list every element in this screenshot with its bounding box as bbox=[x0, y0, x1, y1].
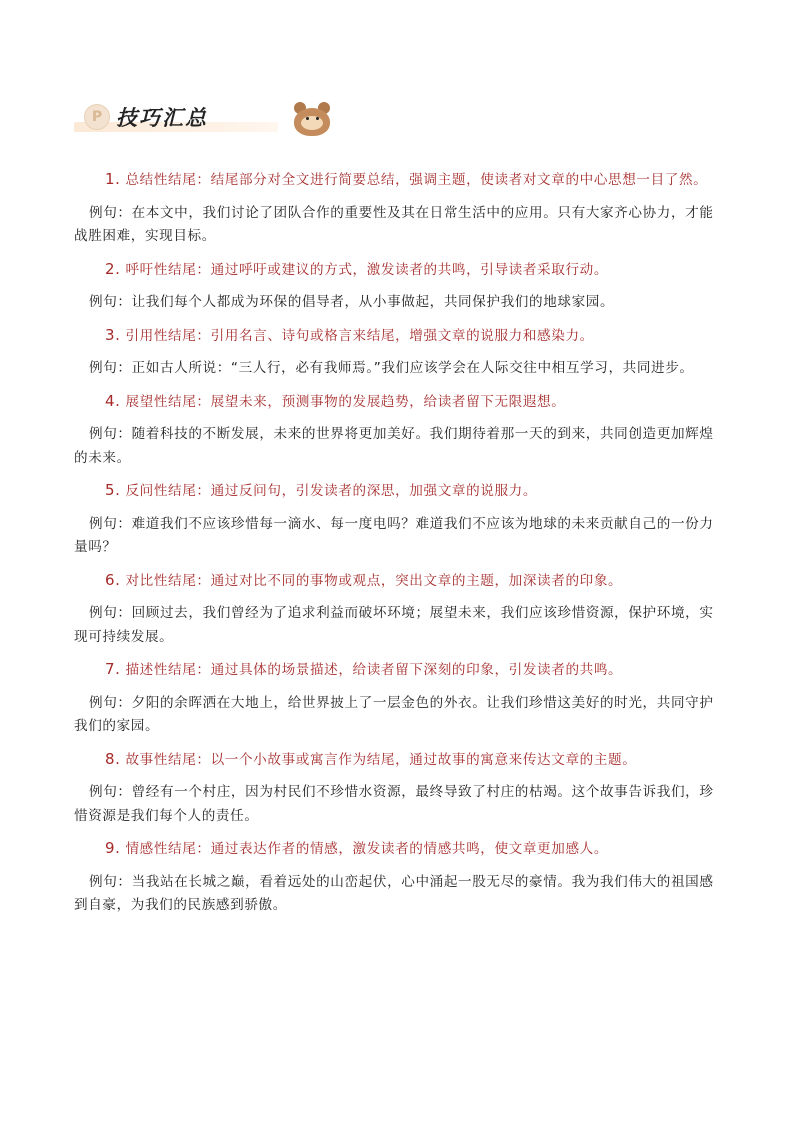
tip-heading-text: 描述性结尾：通过具体的场景描述，给读者留下深刻的印象，引发读者的共鸣。 bbox=[125, 662, 623, 678]
tip-heading bbox=[74, 569, 724, 594]
tip-example: 例句：曾经有一个村庄，因为村民们不珍惜水资源，最终导致了村庄的枯竭。这个故事告诉我们，珍惜资源是我们每个人的责任。 bbox=[74, 784, 714, 824]
bear-mascot-icon bbox=[292, 102, 332, 136]
tips-list bbox=[74, 168, 724, 918]
tip-heading-text: 总结性结尾：结尾部分对全文进行简要总结，强调主题，使读者对文章的中心思想一目了然。 bbox=[125, 172, 708, 188]
tip-number: 1. bbox=[105, 170, 121, 188]
tip-example: 例句：当我站在长城之巅，看着远处的山峦起伏，心中涌起一股无尽的豪情。我为我们伟大的祖国感到自豪，为我们的民族感到骄傲。 bbox=[74, 873, 714, 913]
tip-heading bbox=[74, 258, 724, 283]
tip-number: 2. bbox=[105, 259, 121, 278]
tip-heading-text: 故事性结尾：以一个小故事或寓言作为结尾，通过故事的寓意来传达文章的主题。 bbox=[125, 751, 637, 768]
tip-example: 例句：回顾过去，我们曾经为了追求利益而破坏环境；展望未来，我们应该珍惜资源，保护环境，实现可持续发展。 bbox=[74, 605, 714, 645]
tip-heading-text: 引用性结尾：引用名言、诗句或格言来结尾，增强文章的说服力和感染力。 bbox=[125, 327, 594, 344]
tip-example: 例句：难道我们不应该珍惜每一滴水、每一度电吗？难道我们不应该为地球的未来贡献自己的一份力量吗？ bbox=[74, 515, 714, 555]
tip-number: 4. bbox=[105, 391, 121, 410]
tip-heading-text: 情感性结尾：通过表达作者的情感，激发读者的情感共鸣，使文章更加感人。 bbox=[125, 841, 609, 857]
tip-heading bbox=[74, 390, 724, 415]
tip-number: 8. bbox=[105, 749, 121, 768]
tip-example: 例句：随着科技的不断发展，未来的世界将更加美好。我们期待着那一天的到来，共同创造更加辉煌的未来。 bbox=[74, 426, 714, 466]
tip-heading-text: 展望性结尾：展望未来，预测事物的发展趋势，给读者留下无限遐想。 bbox=[125, 393, 566, 410]
section-title: 技巧汇总 bbox=[116, 106, 208, 130]
tip-number: 3. bbox=[105, 325, 121, 344]
tip-heading bbox=[74, 479, 724, 504]
tip-number: 5. bbox=[105, 481, 121, 499]
tip-example: 例句：夕阳的余晖洒在大地上，给世界披上了一层金色的外衣。让我们珍惜这美好的时光，共同守护我们的家园。 bbox=[74, 694, 714, 734]
tip-number: 6. bbox=[105, 570, 121, 589]
tip-heading bbox=[74, 658, 724, 683]
tip-heading bbox=[74, 748, 724, 773]
tip-heading bbox=[74, 324, 724, 349]
logo-icon: P bbox=[84, 104, 110, 130]
tip-heading-text: 对比性结尾：通过对比不同的事物或观点，突出文章的主题，加深读者的印象。 bbox=[125, 572, 623, 589]
tip-heading bbox=[74, 837, 724, 862]
section-header bbox=[74, 98, 284, 138]
tip-number: 9. bbox=[105, 839, 121, 857]
tip-number: 7. bbox=[105, 660, 121, 678]
tip-heading bbox=[74, 168, 724, 193]
tip-example: 例句：正如古人所说：“三人行，必有我师焉。”我们应该学会在人际交往中相互学习，共同进步。 bbox=[89, 360, 694, 376]
tip-heading-text: 呼吁性结尾：通过呼吁或建议的方式，激发读者的共鸣，引导读者采取行动。 bbox=[125, 261, 609, 278]
tip-heading-text: 反问性结尾：通过反问句，引发读者的深思，加强文章的说服力。 bbox=[125, 483, 538, 499]
tip-example: 例句：在本文中，我们讨论了团队合作的重要性及其在日常生活中的应用。只有大家齐心协力，才能战胜困难，实现目标。 bbox=[74, 204, 714, 244]
tip-example: 例句：让我们每个人都成为环保的倡导者，从小事做起，共同保护我们的地球家园。 bbox=[89, 294, 615, 310]
